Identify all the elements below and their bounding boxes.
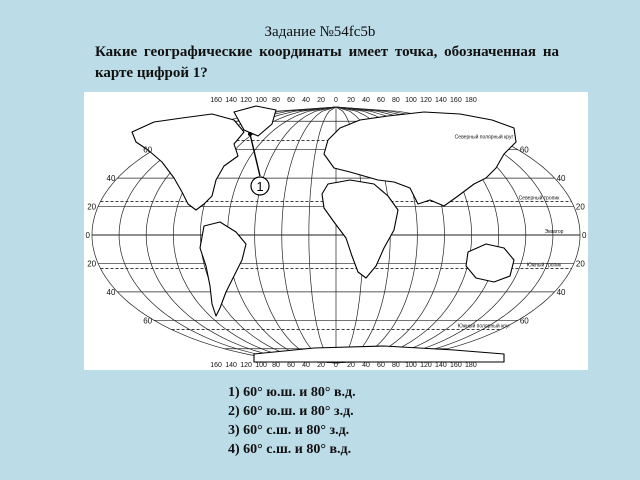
- top-longitude-label: 0: [334, 97, 338, 104]
- right-latitude-label: 20: [575, 259, 585, 269]
- world-map-graticule: [84, 92, 588, 370]
- bottom-longitude-label: 120: [420, 362, 432, 369]
- bottom-longitude-label: 40: [302, 362, 310, 369]
- south-america-outline: [200, 222, 246, 316]
- bottom-longitude-label: 100: [255, 362, 267, 369]
- world-map: [84, 92, 588, 370]
- top-longitude-label: 160: [210, 97, 222, 104]
- top-longitude-label: 140: [225, 97, 237, 104]
- bottom-longitude-label: 160: [210, 362, 222, 369]
- top-longitude-label: 120: [420, 97, 432, 104]
- answer-options: [228, 383, 356, 459]
- bottom-longitude-label: 140: [225, 362, 237, 369]
- bottom-longitude-label: 40: [362, 362, 370, 369]
- top-longitude-label: 100: [255, 97, 267, 104]
- top-longitude-label: 60: [287, 97, 295, 104]
- top-longitude-label: 160: [450, 97, 462, 104]
- answer-option-2[interactable]: 2) 60° ю.ш. и 80° з.д.: [228, 404, 354, 419]
- top-longitude-label: 60: [377, 97, 385, 104]
- left-latitude-label: 60: [143, 316, 153, 326]
- point-1-label: 1: [256, 179, 264, 194]
- australia-outline: [466, 244, 514, 282]
- left-latitude-label: 20: [87, 202, 97, 212]
- left-latitude-label: 40: [106, 287, 116, 297]
- top-longitude-label: 20: [347, 97, 355, 104]
- top-longitude-label: 120: [240, 97, 252, 104]
- tropic-north-label: Северный тропик: [518, 195, 560, 202]
- equator-label: Экватор: [544, 229, 564, 235]
- tropic-south-label: Южный тропик: [526, 262, 562, 269]
- top-longitude-label: 40: [302, 97, 310, 104]
- left-latitude-label: 0: [85, 231, 90, 240]
- bottom-longitude-label: 120: [240, 362, 252, 369]
- answer-option-1[interactable]: 1) 60° ю.ш. и 80° в.д.: [228, 385, 356, 400]
- bottom-longitude-label: 180: [465, 362, 477, 369]
- top-longitude-label: 80: [272, 97, 280, 104]
- bottom-longitude-label: 20: [317, 362, 325, 369]
- bottom-longitude-label: 0: [334, 362, 338, 369]
- right-latitude-label: 0: [582, 231, 587, 240]
- right-latitude-label: 20: [575, 202, 585, 212]
- right-latitude-label: 40: [556, 287, 566, 297]
- north-america-outline: [132, 114, 244, 210]
- right-latitude-label: 60: [519, 316, 529, 326]
- top-longitude-label: 20: [317, 97, 325, 104]
- bottom-longitude-label: 140: [435, 362, 447, 369]
- bottom-longitude-label: 20: [347, 362, 355, 369]
- top-longitude-label: 140: [435, 97, 447, 104]
- top-longitude-label: 40: [362, 97, 370, 104]
- point-1-marker: [248, 132, 269, 195]
- bottom-longitude-label: 60: [377, 362, 385, 369]
- answer-option-4[interactable]: 4) 60° с.ш. и 80° в.д.: [228, 442, 352, 457]
- right-latitude-label: 60: [519, 145, 529, 155]
- top-longitude-label: 100: [405, 97, 417, 104]
- bottom-longitude-label: 80: [392, 362, 400, 369]
- bottom-longitude-label: 80: [272, 362, 280, 369]
- right-latitude-label: 40: [556, 174, 566, 184]
- antarctic-circle-label: Южный полярный круг: [457, 323, 511, 330]
- antarctica-outline: [254, 346, 504, 362]
- arctic-circle-label: Северный полярный круг: [454, 134, 514, 141]
- left-latitude-label: 40: [106, 174, 116, 184]
- left-latitude-label: 20: [87, 259, 97, 269]
- question-text: Какие географические координаты имеет точка, обозначенная на карте цифрой 1?: [95, 44, 559, 81]
- top-longitude-label: 80: [392, 97, 400, 104]
- top-longitude-label: 180: [465, 97, 477, 104]
- bottom-longitude-label: 100: [405, 362, 417, 369]
- bottom-longitude-label: 160: [450, 362, 462, 369]
- bottom-longitude-label: 60: [287, 362, 295, 369]
- answer-option-3[interactable]: 3) 60° с.ш. и 80° з.д.: [228, 423, 350, 438]
- task-title: Задание №54fc5b: [264, 24, 376, 40]
- left-latitude-label: 60: [143, 145, 153, 155]
